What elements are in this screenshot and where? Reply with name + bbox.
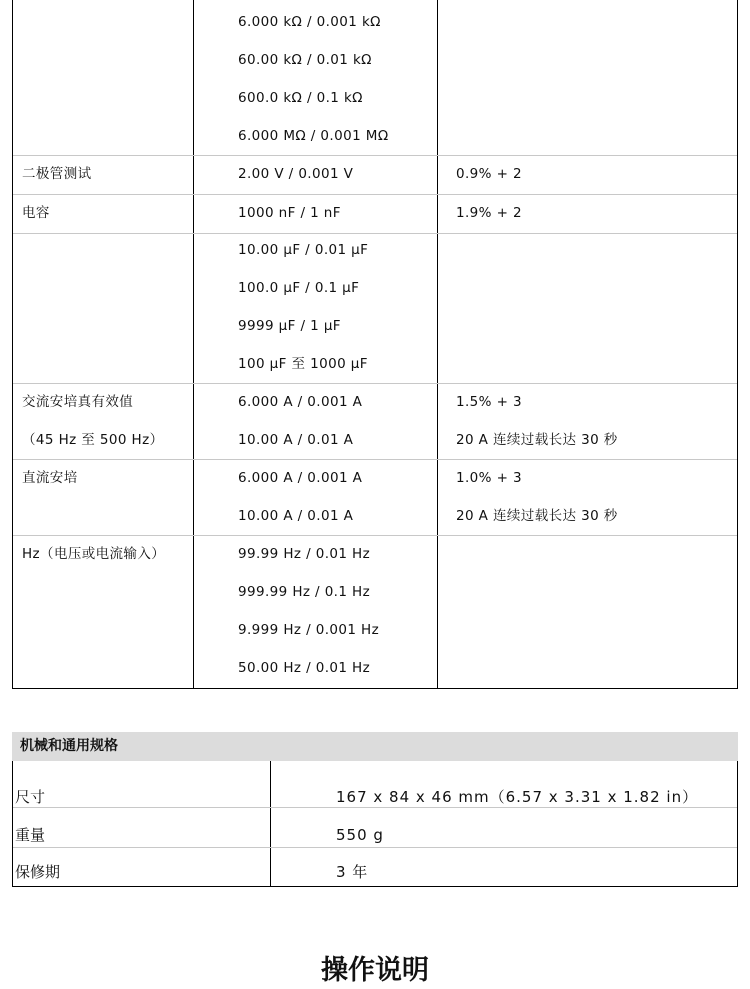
- spec-label-weight: 重量: [15, 826, 46, 844]
- table-cell-accuracy: 1.0% + 3: [456, 470, 522, 486]
- table-cell-measure: Hz（电压或电流输入）: [22, 546, 166, 562]
- table-cell-range: 10.00 A / 0.01 A: [238, 432, 354, 448]
- spec-label-dimensions: 尺寸: [15, 788, 46, 806]
- spec-label-warranty: 保修期: [15, 863, 61, 881]
- table-cell-accuracy: 20 A 连续过载长达 30 秒: [456, 432, 618, 448]
- table-cell-accuracy: 20 A 连续过载长达 30 秒: [456, 508, 618, 524]
- table-cell-range: 10.00 A / 0.01 A: [238, 508, 354, 524]
- row-divider: [13, 383, 737, 384]
- column-divider: [270, 761, 271, 886]
- spec-table: [12, 0, 738, 689]
- section-heading: 操作说明: [321, 955, 429, 986]
- table-cell-accuracy: 1.9% + 2: [456, 205, 522, 221]
- row-divider: [13, 535, 737, 536]
- table-cell-range: 6.000 A / 0.001 A: [238, 394, 363, 410]
- table-cell-range: 9999 μF / 1 μF: [238, 318, 341, 334]
- column-divider: [193, 0, 194, 688]
- row-divider: [13, 233, 737, 234]
- table-cell-range: 60.00 kΩ / 0.01 kΩ: [238, 52, 372, 68]
- table-cell-range: 99.99 Hz / 0.01 Hz: [238, 546, 371, 562]
- table-cell-range: 2.00 V / 0.001 V: [238, 166, 354, 182]
- table-cell-accuracy: 1.5% + 3: [456, 394, 522, 410]
- table-cell-range: 6.000 kΩ / 0.001 kΩ: [238, 14, 381, 30]
- table-cell-measure: （45 Hz 至 500 Hz）: [22, 432, 164, 448]
- spec-value-warranty: 3 年: [336, 863, 369, 881]
- table-cell-range: 600.0 kΩ / 0.1 kΩ: [238, 90, 363, 106]
- row-divider: [13, 194, 737, 195]
- table-cell-measure: 电容: [22, 205, 50, 221]
- table-cell-accuracy: 0.9% + 2: [456, 166, 522, 182]
- column-divider: [437, 0, 438, 688]
- table-cell-range: 6.000 MΩ / 0.001 MΩ: [238, 128, 389, 144]
- table-cell-measure: 二极管测试: [22, 166, 92, 182]
- spec-value-dimensions: 167 x 84 x 46 mm（6.57 x 3.31 x 1.82 in）: [336, 788, 699, 806]
- table-cell-range: 1000 nF / 1 nF: [238, 205, 341, 221]
- table-cell-range: 100.0 μF / 0.1 μF: [238, 280, 360, 296]
- table-cell-range: 10.00 μF / 0.01 μF: [238, 242, 369, 258]
- table-cell-measure: 交流安培真有效值: [22, 394, 134, 410]
- table-cell-range: 6.000 A / 0.001 A: [238, 470, 363, 486]
- mechanical-spec-header: 机械和通用规格: [12, 732, 738, 761]
- table-cell-range: 999.99 Hz / 0.1 Hz: [238, 584, 371, 600]
- row-divider: [13, 459, 737, 460]
- mechanical-spec-table: [12, 761, 738, 887]
- row-divider: [13, 155, 737, 156]
- table-cell-range: 50.00 Hz / 0.01 Hz: [238, 660, 371, 676]
- table-cell-measure: 直流安培: [22, 470, 78, 486]
- row-divider: [13, 847, 737, 848]
- row-divider: [13, 807, 737, 808]
- table-cell-range: 100 μF 至 1000 μF: [238, 356, 368, 372]
- spec-value-weight: 550 g: [336, 826, 384, 844]
- table-cell-range: 9.999 Hz / 0.001 Hz: [238, 622, 380, 638]
